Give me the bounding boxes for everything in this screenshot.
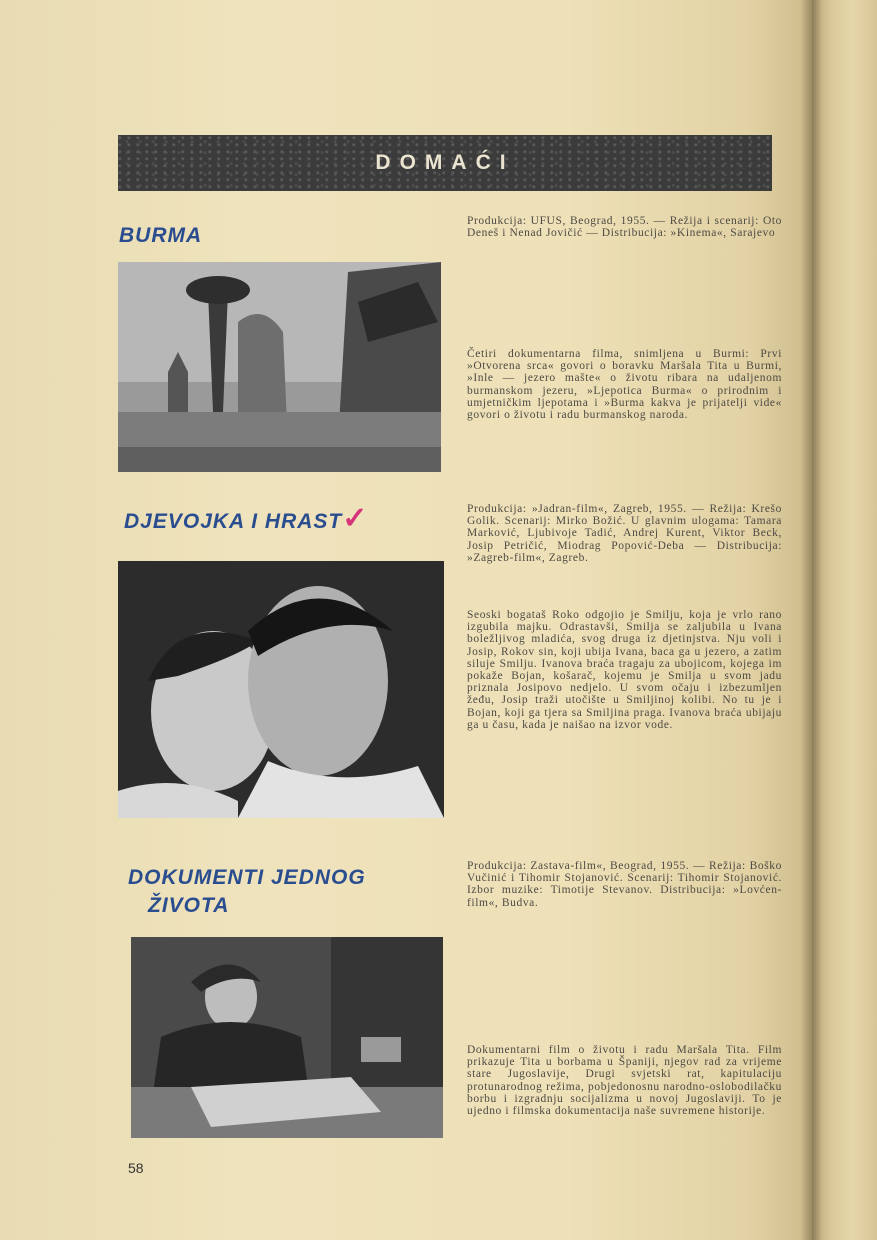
photo-burma (118, 262, 441, 472)
page-number: 58 (128, 1160, 144, 1176)
credits-burma: Produkcija: UFUS, Beograd, 1955. — Režija i scenarij: Oto Deneš i Nenad Jovičić — Distribucija: »Kinema«, Sarajevo (467, 215, 782, 240)
credits-djevojka: Produkcija: »Jadran-film«, Zagreb, 1955. — Režija: Krešo Golik. Scenarij: Mirko Božić. U glavnim ulogama: Tamara Marković, Ljubivoje Tadić, Andrej Kurent, Viktor Beck, Josip Petričić, Miodrag Popović-Deba — Distribucija: »Zagreb-film«, Zagreb. (467, 503, 782, 564)
section-banner (118, 135, 772, 191)
synopsis-djevojka: Seoski bogataš Roko odgojio je Smilju, koja je vrlo rano izgubila majku. Odrastavši, Smilja se zaljubila u Ivana boležljivog mladića, svog druga iz djetinjstva. Nju voli i Josip, Rokov sin, koji ubija Ivana, baca ga u jezero, a zatim siluje Smilju. Ivanova braća tragaju za ubojicom, kojega im pokaže Bojan, košarač, kojemu je Smilja u svom jadu priznala Josipovo nedjelo. U svom očaju i izbezumljen žeđu, Josip traži utočište u Smiljinoj kolibi. No tu je i Bojan, koji ga tjera sa Smiljina praga. Ivanova braća ubijaju ga u času, kada je naišao na izvor vode. (467, 609, 782, 731)
synopsis-burma: Četiri dokumentarna filma, snimljena u Burmi: Prvi »Otvorena srca« govori o boravku Maršala Tita u Burmi, »Inle — jezero mašte« o životu ribara na udaljenom burmanskom jezeru, »Ljepotica Burma« o prirodnim i umjetničkim ljepotama i »Burma kakva je prijatelji vide« govori o životu i radu burmanskog naroda. (467, 348, 782, 422)
page-gutter-shadow (800, 0, 822, 1240)
film-title-line2: ŽIVOTA (148, 894, 230, 917)
film-title-line1: DOKUMENTI JEDNOG (128, 866, 366, 889)
film-title-text: BURMA (119, 224, 203, 247)
banner-title: DOMAĆI (375, 151, 515, 174)
check-mark-icon: ✓ (342, 502, 369, 535)
film-title-djevojka (124, 502, 369, 536)
photo-djevojka (118, 561, 444, 818)
film-title-dokumenti (128, 864, 366, 920)
photo-dokumenti (131, 937, 443, 1138)
synopsis-dokumenti: Dokumentarni film o životu i radu Maršala Tita. Film prikazuje Tita u borbama u Španiji, njegov rad za vrijeme stare Jugoslavije, Drugi svjetski rat, kapitulaciju protunarodnog režima, pobjedonosnu narodno-oslobodilačku borbu i izgradnju socijalizma u novoj Jugoslaviji. To je ujedno i filmska dokumentacija naše suvremene historije. (467, 1044, 782, 1118)
credits-dokumenti: Produkcija: Zastava-film«, Beograd, 1955. — Režija: Boško Vučinić i Tihomir Stojanović. Scenarij: Tihomir Stojanović. Izbor muzike: Timotije Stevanov. Distribucija: »Lovćen-film«, Budva. (467, 860, 782, 909)
film-title-text: DJEVOJKA I HRAST (124, 510, 343, 533)
film-title-burma (119, 222, 202, 250)
